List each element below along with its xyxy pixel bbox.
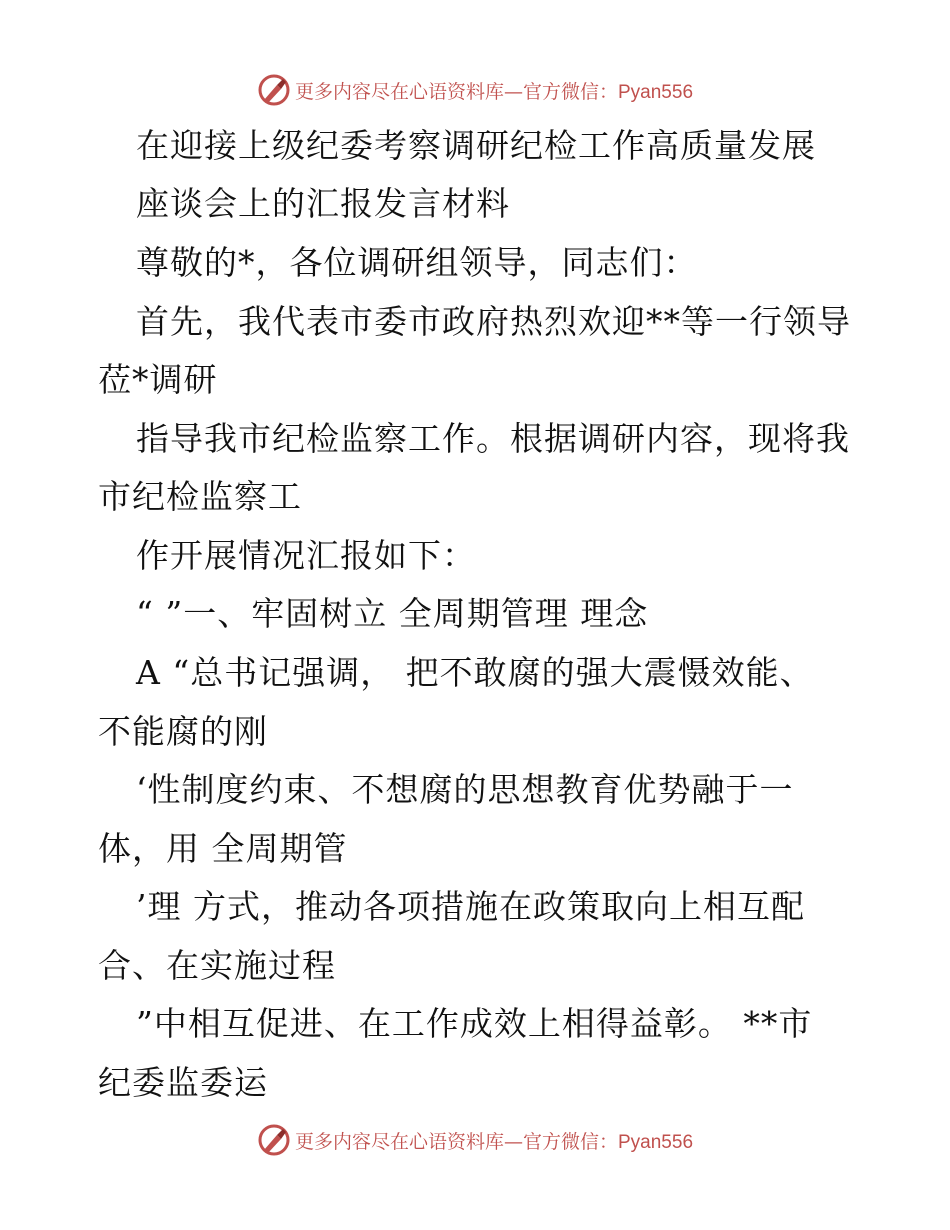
- paragraph-line: 首先，我代表市委市政府热烈欢迎**等一行领导: [136, 302, 851, 341]
- footer-watermark-banner: [0, 1120, 950, 1160]
- paragraph-line: 合、在实施过程: [98, 946, 336, 985]
- paragraph-line: ’理 方式，推动各项措施在政策取向上相互配: [136, 887, 805, 926]
- paragraph-line: ‘性制度约束、不想腐的思想教育优势融于一: [136, 770, 794, 809]
- title-line-2: 座谈会上的汇报发言材料: [136, 184, 510, 223]
- paragraph-line: 指导我市纪检监察工作。根据调研内容，现将我: [136, 419, 850, 458]
- watermark-text: 更多内容尽在心语资料库—官方微信：Pyan556: [294, 1130, 694, 1153]
- title-line-1: 在迎接上级纪委考察调研纪检工作高质量发展: [136, 126, 816, 165]
- paragraph-line: ”中相互促进、在工作成效上相得益彰。 **市: [136, 1004, 813, 1043]
- paragraph-line: 莅*调研: [98, 360, 218, 399]
- pen-logo-icon: [257, 1123, 291, 1157]
- paragraph-line: A “总书记强调， 把不敢腐的强大震慑效能、: [136, 653, 814, 692]
- header-watermark-banner: [0, 70, 950, 110]
- paragraph-line: 市纪检监察工: [98, 477, 302, 516]
- pen-logo-icon: [257, 73, 291, 107]
- paragraph-line: 体，用 全周期管: [98, 829, 348, 868]
- salutation: 尊敬的*，各位调研组领导，同志们：: [136, 243, 698, 282]
- paragraph-line: 作开展情况汇报如下：: [136, 536, 476, 575]
- paragraph-line: 纪委监委运: [98, 1063, 268, 1102]
- section-heading: “ ”一、牢固树立 全周期管理 理念: [136, 594, 649, 633]
- watermark-text: 更多内容尽在心语资料库—官方微信：Pyan556: [294, 80, 694, 103]
- paragraph-line: 不能腐的刚: [98, 712, 268, 751]
